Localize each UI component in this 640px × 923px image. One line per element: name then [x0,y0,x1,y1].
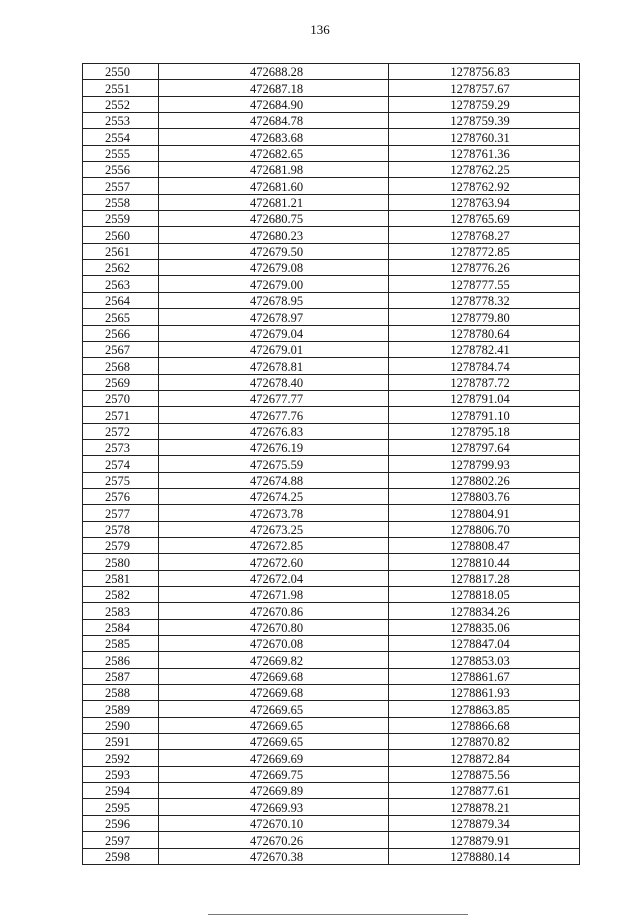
table-row [83,407,580,423]
x-coordinate-cell: 472670.26 [159,832,389,848]
point-number-cell: 2585 [83,636,159,652]
point-number-cell: 2593 [83,766,159,782]
point-number-cell: 2565 [83,309,159,325]
table-row [83,243,580,259]
table-row [83,701,580,717]
point-number-cell: 2555 [83,145,159,161]
point-number-cell: 2598 [83,848,159,864]
table-row [83,734,580,750]
table-row [83,194,580,210]
x-coordinate-cell: 472669.65 [159,734,389,750]
y-coordinate-cell: 1278782.41 [389,341,580,357]
table-row [83,162,580,178]
x-coordinate-cell: 472670.80 [159,619,389,635]
y-coordinate-cell: 1278847.04 [389,636,580,652]
point-number-cell: 2562 [83,260,159,276]
point-number-cell: 2576 [83,488,159,504]
y-coordinate-cell: 1278866.68 [389,717,580,733]
table-row [83,292,580,308]
y-coordinate-cell: 1278878.21 [389,799,580,815]
point-number-cell: 2568 [83,358,159,374]
point-number-cell: 2588 [83,685,159,701]
x-coordinate-cell: 472682.65 [159,145,389,161]
y-coordinate-cell: 1278797.64 [389,439,580,455]
table-row [83,341,580,357]
bottom-rule [208,914,468,915]
point-number-cell: 2557 [83,178,159,194]
x-coordinate-cell: 472679.50 [159,243,389,259]
table-row [83,325,580,341]
point-number-cell: 2581 [83,570,159,586]
point-number-cell: 2592 [83,750,159,766]
x-coordinate-cell: 472681.98 [159,162,389,178]
x-coordinate-cell: 472670.10 [159,815,389,831]
y-coordinate-cell: 1278806.70 [389,521,580,537]
table-row [83,423,580,439]
x-coordinate-cell: 472676.83 [159,423,389,439]
table-row [83,439,580,455]
x-coordinate-cell: 472684.90 [159,96,389,112]
point-number-cell: 2587 [83,668,159,684]
x-coordinate-cell: 472670.86 [159,603,389,619]
x-coordinate-cell: 472673.25 [159,521,389,537]
point-number-cell: 2580 [83,554,159,570]
y-coordinate-cell: 1278804.91 [389,505,580,521]
table-row [83,488,580,504]
point-number-cell: 2550 [83,64,159,80]
y-coordinate-cell: 1278757.67 [389,80,580,96]
table-row [83,374,580,390]
x-coordinate-cell: 472669.68 [159,685,389,701]
table-row [83,652,580,668]
x-coordinate-cell: 472679.01 [159,341,389,357]
point-number-cell: 2556 [83,162,159,178]
point-number-cell: 2564 [83,292,159,308]
point-number-cell: 2575 [83,472,159,488]
y-coordinate-cell: 1278759.29 [389,96,580,112]
point-number-cell: 2574 [83,456,159,472]
y-coordinate-cell: 1278777.55 [389,276,580,292]
table-row [83,80,580,96]
table-row [83,227,580,243]
table-row [83,456,580,472]
point-number-cell: 2569 [83,374,159,390]
table-row [83,685,580,701]
point-number-cell: 2596 [83,815,159,831]
y-coordinate-cell: 1278787.72 [389,374,580,390]
point-number-cell: 2590 [83,717,159,733]
table-row [83,668,580,684]
x-coordinate-cell: 472679.00 [159,276,389,292]
point-number-cell: 2553 [83,113,159,129]
point-number-cell: 2551 [83,80,159,96]
y-coordinate-cell: 1278761.36 [389,145,580,161]
y-coordinate-cell: 1278818.05 [389,587,580,603]
y-coordinate-cell: 1278799.93 [389,456,580,472]
x-coordinate-cell: 472670.08 [159,636,389,652]
y-coordinate-cell: 1278779.80 [389,309,580,325]
x-coordinate-cell: 472669.65 [159,717,389,733]
x-coordinate-cell: 472679.08 [159,260,389,276]
point-number-cell: 2566 [83,325,159,341]
y-coordinate-cell: 1278756.83 [389,64,580,80]
point-number-cell: 2582 [83,587,159,603]
y-coordinate-cell: 1278784.74 [389,358,580,374]
y-coordinate-cell: 1278861.93 [389,685,580,701]
x-coordinate-cell: 472681.21 [159,194,389,210]
y-coordinate-cell: 1278780.64 [389,325,580,341]
x-coordinate-cell: 472678.81 [159,358,389,374]
point-number-cell: 2573 [83,439,159,455]
y-coordinate-cell: 1278762.25 [389,162,580,178]
x-coordinate-cell: 472675.59 [159,456,389,472]
table-row [83,570,580,586]
y-coordinate-cell: 1278808.47 [389,537,580,553]
point-number-cell: 2558 [83,194,159,210]
y-coordinate-cell: 1278853.03 [389,652,580,668]
y-coordinate-cell: 1278765.69 [389,211,580,227]
table-row [83,537,580,553]
table-row [83,636,580,652]
point-number-cell: 2561 [83,243,159,259]
table-row [83,587,580,603]
table-row [83,113,580,129]
y-coordinate-cell: 1278778.32 [389,292,580,308]
y-coordinate-cell: 1278861.67 [389,668,580,684]
point-number-cell: 2594 [83,783,159,799]
table-row [83,472,580,488]
table-row [83,619,580,635]
y-coordinate-cell: 1278760.31 [389,129,580,145]
x-coordinate-cell: 472671.98 [159,587,389,603]
table-row [83,129,580,145]
table-row [83,832,580,848]
point-number-cell: 2563 [83,276,159,292]
y-coordinate-cell: 1278863.85 [389,701,580,717]
table-row [83,799,580,815]
point-number-cell: 2584 [83,619,159,635]
point-number-cell: 2570 [83,390,159,406]
point-number-cell: 2567 [83,341,159,357]
table-row [83,815,580,831]
x-coordinate-cell: 472674.25 [159,488,389,504]
x-coordinate-cell: 472669.75 [159,766,389,782]
x-coordinate-cell: 472669.89 [159,783,389,799]
y-coordinate-cell: 1278795.18 [389,423,580,439]
x-coordinate-cell: 472679.04 [159,325,389,341]
table-row [83,211,580,227]
y-coordinate-cell: 1278772.85 [389,243,580,259]
y-coordinate-cell: 1278835.06 [389,619,580,635]
point-number-cell: 2591 [83,734,159,750]
table-row [83,64,580,80]
point-number-cell: 2583 [83,603,159,619]
table-row [83,358,580,374]
x-coordinate-cell: 472678.97 [159,309,389,325]
y-coordinate-cell: 1278877.61 [389,783,580,799]
table-row [83,766,580,782]
y-coordinate-cell: 1278872.84 [389,750,580,766]
y-coordinate-cell: 1278768.27 [389,227,580,243]
point-number-cell: 2595 [83,799,159,815]
x-coordinate-cell: 472669.69 [159,750,389,766]
y-coordinate-cell: 1278817.28 [389,570,580,586]
x-coordinate-cell: 472672.04 [159,570,389,586]
table-row [83,505,580,521]
table-row [83,390,580,406]
y-coordinate-cell: 1278870.82 [389,734,580,750]
coordinate-table [82,63,580,865]
x-coordinate-cell: 472683.68 [159,129,389,145]
x-coordinate-cell: 472669.93 [159,799,389,815]
table-row [83,145,580,161]
table-row [83,178,580,194]
x-coordinate-cell: 472669.65 [159,701,389,717]
point-number-cell: 2579 [83,537,159,553]
x-coordinate-cell: 472688.28 [159,64,389,80]
table-row [83,750,580,766]
x-coordinate-cell: 472672.60 [159,554,389,570]
y-coordinate-cell: 1278880.14 [389,848,580,864]
x-coordinate-cell: 472680.23 [159,227,389,243]
x-coordinate-cell: 472670.38 [159,848,389,864]
coordinate-table-body [83,64,580,865]
table-row [83,260,580,276]
y-coordinate-cell: 1278776.26 [389,260,580,276]
point-number-cell: 2560 [83,227,159,243]
y-coordinate-cell: 1278810.44 [389,554,580,570]
y-coordinate-cell: 1278763.94 [389,194,580,210]
y-coordinate-cell: 1278879.34 [389,815,580,831]
x-coordinate-cell: 472673.78 [159,505,389,521]
y-coordinate-cell: 1278875.56 [389,766,580,782]
y-coordinate-cell: 1278791.10 [389,407,580,423]
x-coordinate-cell: 472678.40 [159,374,389,390]
x-coordinate-cell: 472669.68 [159,668,389,684]
x-coordinate-cell: 472674.88 [159,472,389,488]
table-row [83,276,580,292]
y-coordinate-cell: 1278834.26 [389,603,580,619]
y-coordinate-cell: 1278759.39 [389,113,580,129]
point-number-cell: 2597 [83,832,159,848]
x-coordinate-cell: 472678.95 [159,292,389,308]
coordinate-table-container [82,63,580,865]
table-row [83,717,580,733]
x-coordinate-cell: 472677.76 [159,407,389,423]
point-number-cell: 2554 [83,129,159,145]
page-number: 136 [310,22,330,37]
point-number-cell: 2577 [83,505,159,521]
y-coordinate-cell: 1278803.76 [389,488,580,504]
point-number-cell: 2571 [83,407,159,423]
x-coordinate-cell: 472669.82 [159,652,389,668]
y-coordinate-cell: 1278791.04 [389,390,580,406]
point-number-cell: 2552 [83,96,159,112]
table-row [83,521,580,537]
x-coordinate-cell: 472680.75 [159,211,389,227]
x-coordinate-cell: 472672.85 [159,537,389,553]
x-coordinate-cell: 472681.60 [159,178,389,194]
point-number-cell: 2578 [83,521,159,537]
point-number-cell: 2572 [83,423,159,439]
y-coordinate-cell: 1278762.92 [389,178,580,194]
table-row [83,96,580,112]
x-coordinate-cell: 472677.77 [159,390,389,406]
x-coordinate-cell: 472684.78 [159,113,389,129]
y-coordinate-cell: 1278802.26 [389,472,580,488]
table-row [83,783,580,799]
x-coordinate-cell: 472687.18 [159,80,389,96]
table-row [83,603,580,619]
point-number-cell: 2589 [83,701,159,717]
table-row [83,554,580,570]
table-row [83,848,580,864]
point-number-cell: 2559 [83,211,159,227]
y-coordinate-cell: 1278879.91 [389,832,580,848]
table-row [83,309,580,325]
point-number-cell: 2586 [83,652,159,668]
x-coordinate-cell: 472676.19 [159,439,389,455]
